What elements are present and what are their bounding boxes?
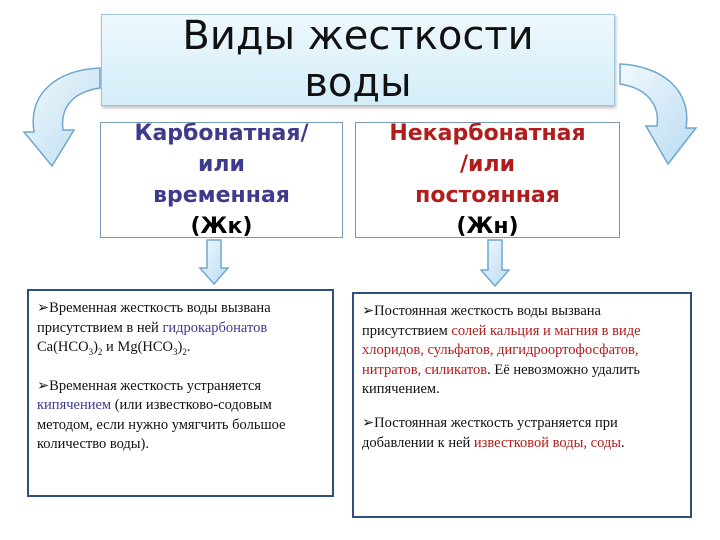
boiling-highlight: кипячением (37, 397, 112, 414)
temporary-hardness-info (27, 289, 334, 497)
formula-ca-sub1: 3 (88, 347, 94, 358)
noncarbonate-line-2: /или (460, 152, 515, 177)
curved-arrow-right-icon (620, 64, 696, 164)
bullet-arrow-icon: ➢ (37, 377, 50, 394)
permanent-removal-text: Постоянная жесткость устраняется при добавлении к ней (362, 414, 618, 451)
noncarbonate-line-3: постоянная (415, 183, 560, 208)
formula-ca-part: Ca(HCO (37, 339, 89, 356)
carbonate-line-1: Карбонатная/ (134, 121, 309, 146)
carbonate-abbreviation: (Жк) (190, 214, 253, 239)
formula-ca-close: ) (93, 339, 98, 356)
formula-mg-part: Mg(HCO (117, 339, 174, 356)
temporary-removal-paragraph (37, 377, 322, 455)
permanent-cause-text: Постоянная жесткость воды вызвана присутствием (362, 303, 601, 339)
title-line-2: воды (304, 60, 412, 106)
carbonate-line-3: временная (153, 183, 290, 208)
page-title (182, 13, 533, 107)
temporary-removal-rest: (или известково-содовым методом, если нужно умягчить большое количество воды). (37, 397, 286, 453)
noncarbonate-type-box (355, 122, 620, 238)
down-arrow-left-icon (200, 240, 228, 284)
bullet-arrow-icon: ➢ (37, 300, 50, 316)
formula-ca (37, 339, 103, 358)
lime-soda-highlight: известковой воды, соды (473, 434, 622, 451)
formula-ca-sub2: 2 (97, 347, 103, 358)
temporary-removal-text: Временная жесткость устраняется (49, 377, 262, 394)
hydrocarbonates-highlight: гидрокарбонатов (162, 319, 268, 336)
salts-highlight: солей кальция и магния в виде хлоридов, сульфатов, дигидроортофосфатов, нитратов, силикатов (362, 322, 641, 378)
permanent-removal-end: . (621, 434, 625, 451)
permanent-removal-paragraph (362, 414, 680, 453)
formula-mg-close: ) (177, 339, 183, 356)
noncarbonate-line-1: Некарбонатная (389, 121, 586, 146)
permanent-cause-rest: . Её невозможно удалить кипячением. (362, 361, 640, 398)
formula-mg (117, 339, 187, 358)
title-box (101, 14, 615, 106)
curved-arrow-left-icon (24, 68, 100, 166)
permanent-cause-paragraph (362, 302, 680, 400)
formula-mg-sub1: 3 (173, 347, 178, 358)
bullet-arrow-icon: ➢ (362, 414, 375, 431)
title-line-1: Виды жесткости (182, 13, 534, 59)
down-arrow-right-icon (481, 240, 509, 286)
formula-mg-sub2: 2 (182, 347, 187, 358)
carbonate-line-2: или (198, 152, 245, 177)
carbonate-type-box (100, 122, 343, 238)
formula-end: . (186, 339, 191, 356)
formula-and: и (102, 339, 118, 356)
permanent-hardness-info (352, 292, 692, 518)
temporary-cause-paragraph (37, 299, 322, 363)
bullet-arrow-icon: ➢ (362, 303, 375, 319)
noncarbonate-abbreviation: (Жн) (456, 214, 519, 239)
temporary-cause-text: Временная жесткость воды вызвана присутствием в ней (37, 300, 271, 336)
